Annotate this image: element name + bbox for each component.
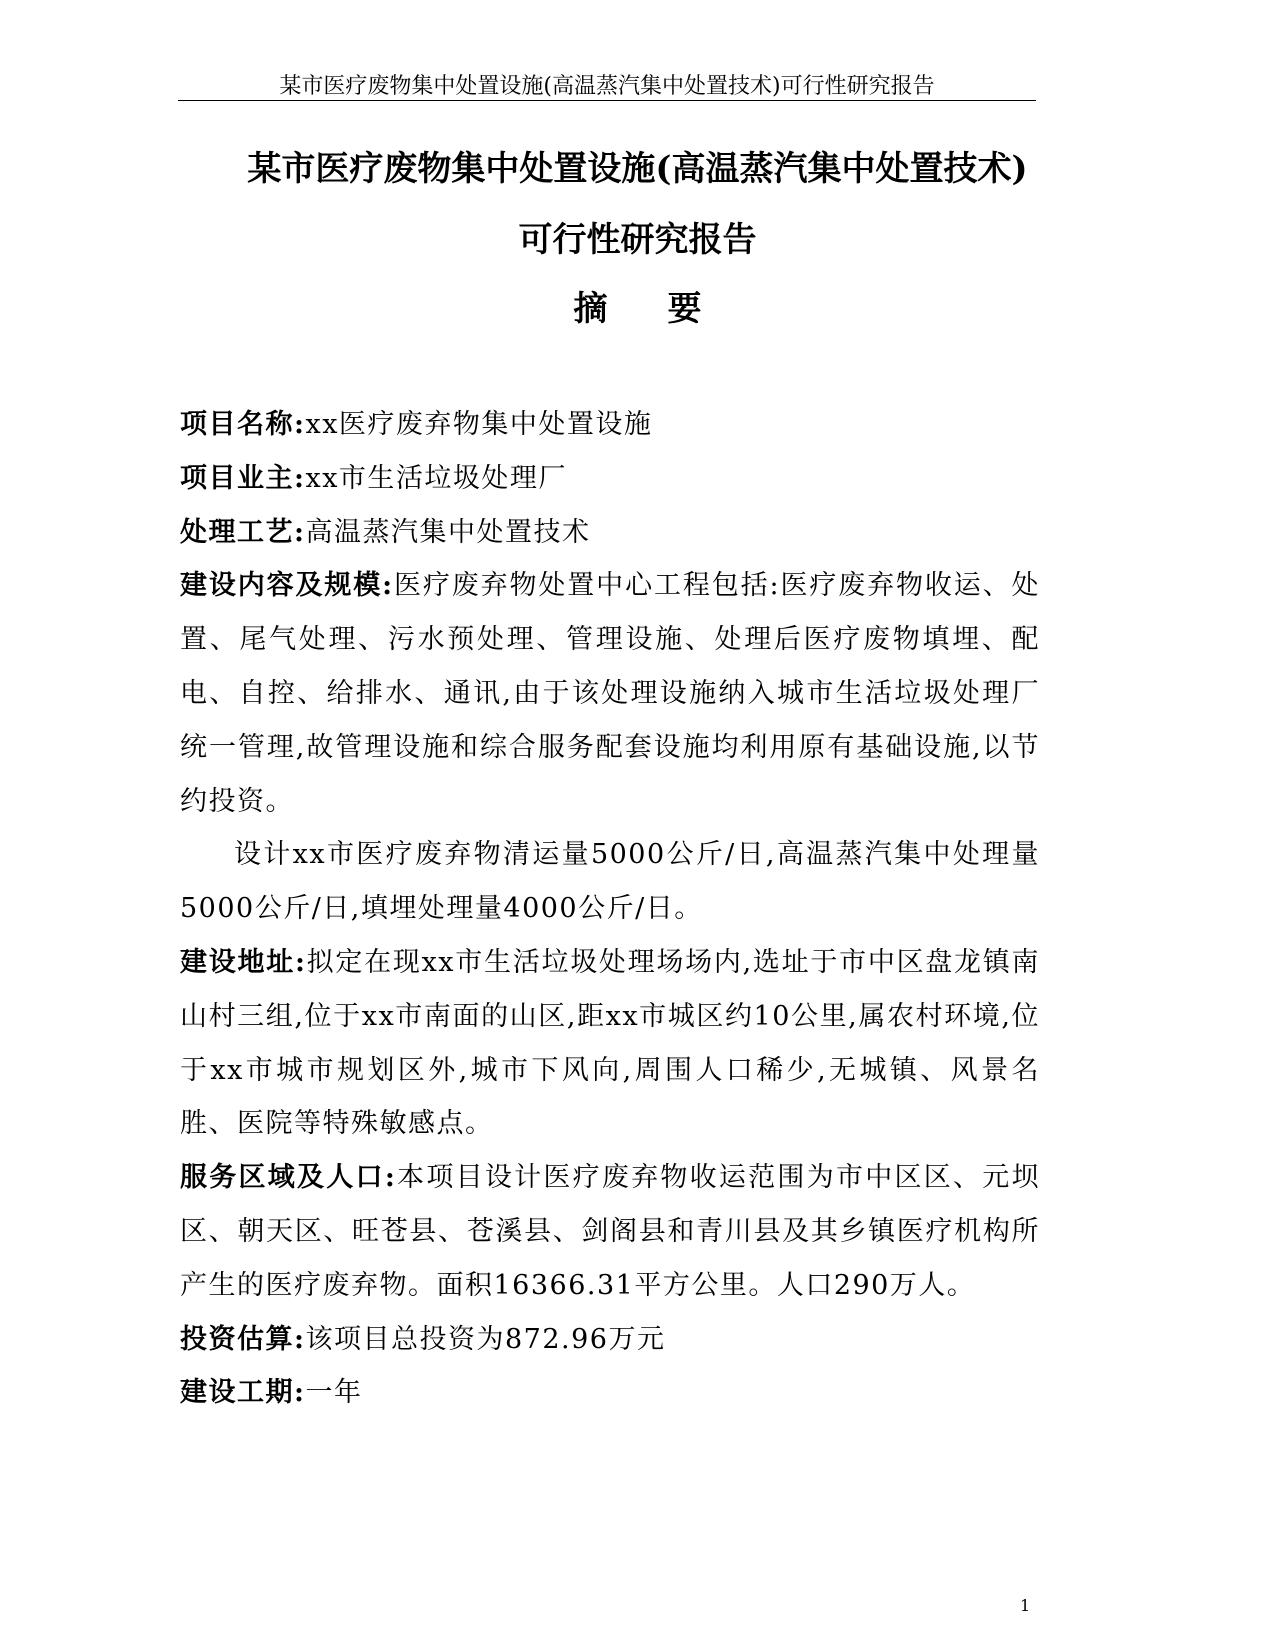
field-value: 高温蒸汽集中处置技术 xyxy=(305,516,591,548)
abstract-heading: 摘要 xyxy=(573,289,762,329)
field-label: 投资估算 xyxy=(180,1323,294,1355)
abstract-body xyxy=(180,398,1040,1420)
field-label: 服务区域及人口 xyxy=(180,1162,385,1194)
field-value: 医疗废弃物处置中心工程包括:医疗废弃物收运、处置、尾气处理、污水预处理、管理设施、处理后医疗废物填埋、配电、自控、给排水、通讯,由于该处理设施纳入城市生活垃圾处理厂统一管理,故管理设施和综合服务配套设施均利用原有基础设施,以节约投资。 xyxy=(180,570,1040,817)
header-rule xyxy=(178,100,1036,101)
field-project-name xyxy=(180,398,1040,452)
running-header: 某市医疗废物集中处置设施(高温蒸汽集中处置技术)可行性研究报告 xyxy=(279,74,935,99)
field-separator: : xyxy=(294,409,306,440)
field-label: 项目名称 xyxy=(180,409,294,440)
document-title-line-1: 某市医疗废物集中处置设施(高温蒸汽集中处置技术) xyxy=(247,149,1028,189)
document-title-line-2: 可行性研究报告 xyxy=(518,220,757,260)
field-project-owner xyxy=(180,452,1040,506)
field-site xyxy=(180,936,1040,1151)
page-number: 1 xyxy=(1020,1596,1031,1615)
field-label: 项目业主 xyxy=(180,462,294,494)
field-label: 建设内容及规模 xyxy=(180,570,383,602)
field-value: xx市生活垃圾处理厂 xyxy=(305,462,567,494)
field-value: 拟定在现xx市生活垃圾处理场场内,选址于市中区盘龙镇南山村三组,位于xx市南面的山区,距xx市城区约10公里,属农村环境,位于xx市城市规划区外,城市下风向,周围人口稀少,无城镇、风景名胜、医院等特殊敏感点。 xyxy=(180,946,1040,1140)
field-separator: : xyxy=(294,1323,306,1355)
field-separator: : xyxy=(294,946,307,978)
field-separator: : xyxy=(294,516,306,548)
field-separator: : xyxy=(294,462,306,494)
field-process xyxy=(180,506,1040,560)
field-service-area xyxy=(180,1151,1040,1312)
field-separator: : xyxy=(294,1377,306,1409)
field-value: xx医疗废弃物集中处置设施 xyxy=(305,409,653,440)
field-period xyxy=(180,1366,1040,1420)
field-value: 本项目设计医疗废弃物收运范围为市中区区、元坝区、朝天区、旺苍县、苍溪县、剑阁县和青川县及其乡镇医疗机构所产生的医疗废弃物。面积16366.31平方公里。人口290万人。 xyxy=(180,1162,1041,1301)
field-label: 建设工期 xyxy=(180,1377,294,1409)
field-value: 该项目总投资为872.96万元 xyxy=(305,1323,666,1355)
field-scope xyxy=(180,559,1040,828)
field-separator: : xyxy=(384,1162,397,1194)
field-investment xyxy=(180,1313,1040,1367)
field-label: 建设地址 xyxy=(180,946,295,978)
field-label: 处理工艺 xyxy=(180,516,294,548)
design-capacity-paragraph: 设计xx市医疗废弃物清运量5000公斤/日,高温蒸汽集中处理量5000公斤/日,填埋处理量4000公斤/日。 xyxy=(180,839,1040,925)
field-value: 一年 xyxy=(305,1377,363,1409)
field-separator: : xyxy=(382,570,394,602)
